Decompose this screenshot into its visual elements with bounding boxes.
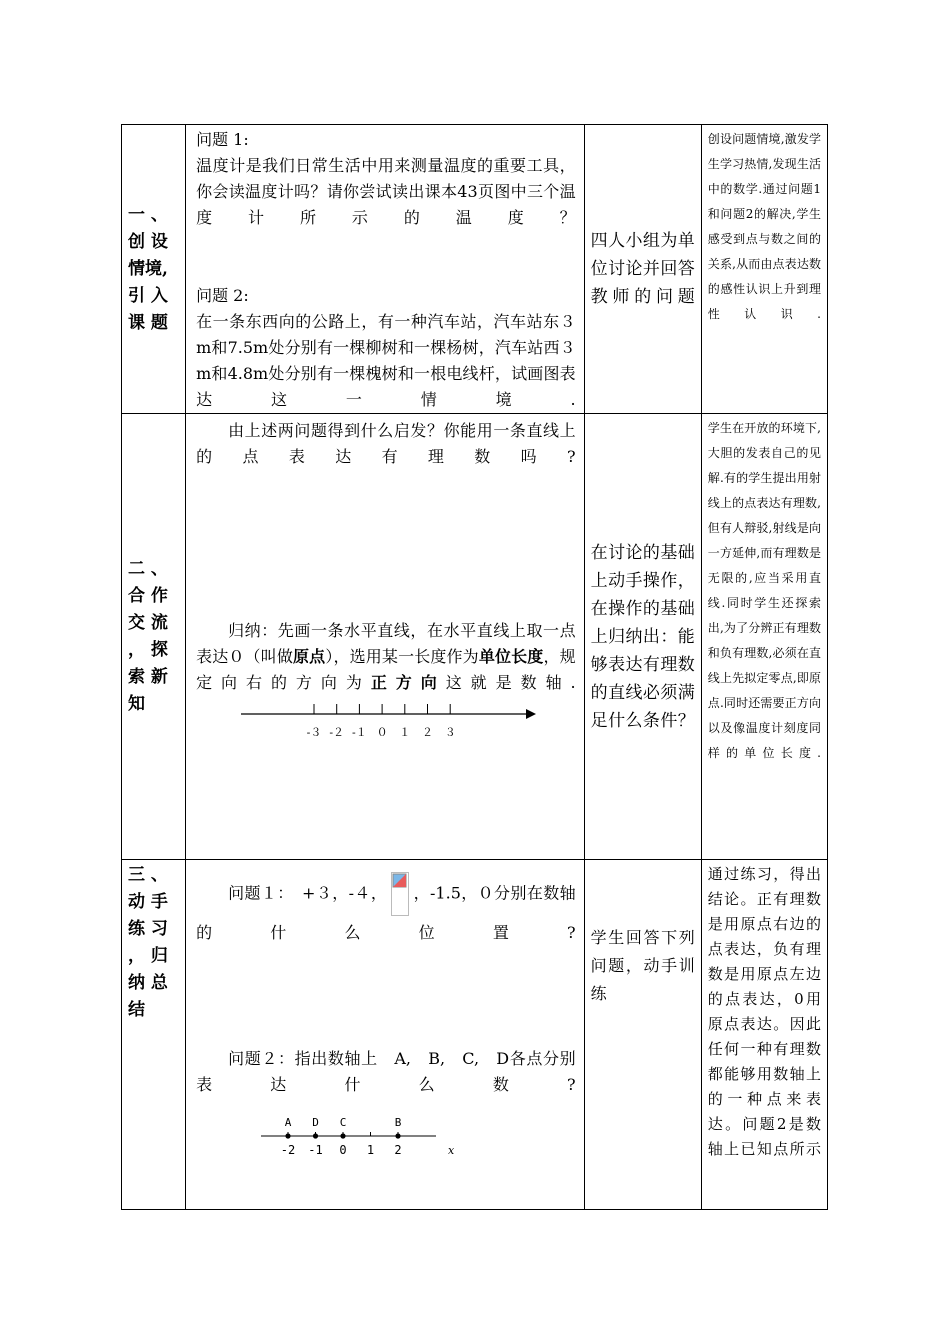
axis-tick-label: -１ bbox=[352, 726, 367, 739]
teacher-activity-cell-1 bbox=[186, 125, 585, 414]
inspiration-question: 由上述两问题得到什么启发？你能用一条直线上的点表达有理数吗? bbox=[196, 421, 576, 466]
design-intent-cell-1: 创设问题情境,激发学生学习热情,发现生活中的数学.通过问题1和问题2的解决,学生感受到点与数之间的关系,从而由点表达数的感性认识上升到理性认识. bbox=[701, 125, 827, 414]
design-intent-cell-2: 学生在开放的环境下,大胆的发表自己的见解.有的学生提出用射线上的点表达有理数,但有人辩驳,射线是向一方延伸,而有理数是无限的,应当采用直线.同时学生还探索出,为了分辨正有理数和负有理数,必须在直线上先拟定零点,即原点.同时还需要正方向以及像温度计刻度同样的单位长度. bbox=[701, 414, 827, 860]
stage-line: 一 、 bbox=[128, 204, 168, 225]
number-line-points-diagram bbox=[196, 1100, 576, 1164]
axis-tick-label: 1 bbox=[366, 1143, 375, 1157]
practice-question-2: 问题２：指出数轴上 A, B, C, D各点分别表达什么数? bbox=[196, 1049, 576, 1094]
student-activity-cell-3: 学生回答下列问题，动手训练 bbox=[584, 860, 701, 1210]
student-activity-cell-2: 在讨论的基础上动手操作，在操作的基础上归纳出：能够表达有理数的直线必须满足什么条件？ bbox=[584, 414, 701, 860]
problem-1-title: 问题 1: bbox=[196, 130, 249, 149]
axis-point-label: C bbox=[339, 1116, 347, 1129]
table-row bbox=[122, 414, 828, 860]
table-row bbox=[122, 860, 828, 1210]
stage-cell-2: 二 、 合 作 交 流 ， 探 索 新 知 bbox=[122, 414, 186, 860]
broken-image-icon bbox=[391, 872, 409, 916]
axis-tick-label: -２ bbox=[329, 726, 345, 739]
design-intent-cell-3: 通过练习，得出结论。正有理数是用原点右边的点表达，负有理数是用原点左边的点表达，0用原点表达。因此任何一种有理数都能够用数轴上的一种点来表达。问题2是数轴上已知点所示 bbox=[701, 860, 827, 1210]
axis-point-label: B bbox=[394, 1116, 402, 1129]
lesson-plan-table bbox=[121, 124, 828, 1210]
axis-tick-label: ０ bbox=[376, 726, 388, 739]
number-line-diagram bbox=[196, 696, 576, 740]
axis-point-label: D bbox=[312, 1116, 319, 1129]
term-origin: 原点 bbox=[293, 647, 326, 666]
axis-tick-label: 2 bbox=[394, 1143, 402, 1157]
stage-cell-3: 三 、 动 手 练 习 ， 归 纳 总 结 bbox=[122, 860, 186, 1210]
axis-tick-label: ２ bbox=[422, 726, 434, 739]
axis-point bbox=[395, 1133, 400, 1138]
teacher-activity-cell-2 bbox=[186, 414, 585, 860]
axis-point bbox=[340, 1133, 345, 1138]
teacher-activity-cell-3 bbox=[186, 860, 585, 1210]
problem-2-text: 在一条东西向的公路上，有一种汽车站，汽车站东３ m和7.5m处分别有一棵柳树和一棵杨树，汽车站西３ m和4.8m处分别有一棵槐树和一根电线杆，试画图表达这一情境. bbox=[196, 312, 576, 409]
axis-point-label: A bbox=[284, 1116, 292, 1129]
term-positive-direction: 正方向 bbox=[370, 673, 446, 692]
number-line-arrow bbox=[526, 709, 536, 719]
axis-tick-label: 0 bbox=[339, 1143, 347, 1157]
axis-point bbox=[313, 1133, 318, 1138]
axis-tick-label: １ bbox=[399, 726, 411, 739]
student-activity-cell-1: 四人小组为单位讨论并回答教师的问题 bbox=[584, 125, 701, 414]
summary-paragraph: 归纳：先画一条水平直线，在水平直线上取一点表达０（叫做原点），选用某一长度作为单位长度，规定向右的方向为正方向这就是数轴. bbox=[196, 621, 576, 692]
axis-tick-label: -３ bbox=[306, 726, 322, 739]
axis-tick-label: -2 bbox=[280, 1143, 296, 1157]
problem-2-title: 问题 2: bbox=[196, 286, 249, 305]
axis-tick-label: ３ bbox=[444, 726, 456, 739]
table-row bbox=[122, 125, 828, 414]
axis-variable-label: x bbox=[448, 1144, 455, 1157]
practice-question-1: 问题１： +３，-４， ，-1.5，０分别在数轴的什么位置? bbox=[196, 872, 576, 950]
term-unit-length: 单位长度 bbox=[478, 647, 544, 666]
axis-point bbox=[285, 1133, 290, 1138]
stage-cell-1: 一 、 创 设 情境, 引 入 课 题 bbox=[122, 125, 186, 414]
problem-1-text: 温度计是我们日常生活中用来测量温度的重要工具，你会读温度计吗？请你尝试读出课本43页图中三个温度计所示的温度？ bbox=[196, 156, 576, 227]
axis-tick-label: -1 bbox=[308, 1143, 323, 1157]
